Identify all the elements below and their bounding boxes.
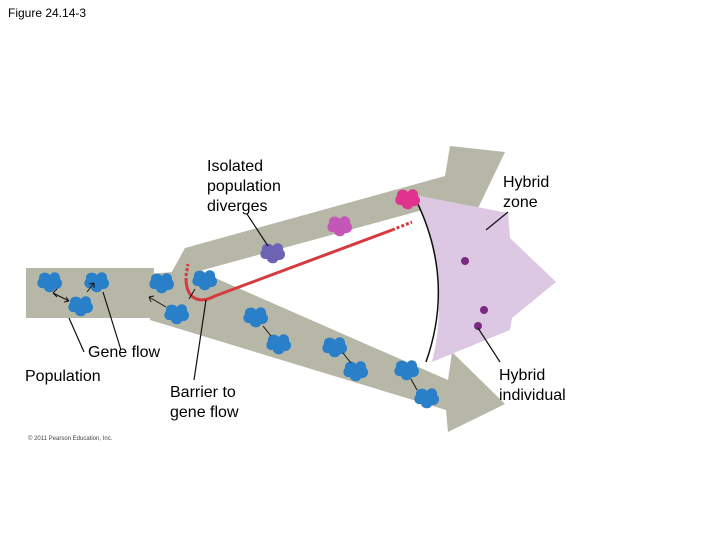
hybrid-zone bbox=[415, 195, 556, 362]
barrier-dashed-end bbox=[392, 222, 412, 230]
population-label: Population bbox=[25, 368, 101, 385]
barrier-label: Barrier to gene flow bbox=[170, 384, 239, 421]
hybrid-individual-label: Hybrid individual bbox=[499, 367, 566, 404]
hybrid-zone-label: Hybrid zone bbox=[503, 174, 550, 211]
copyright-notice: © 2011 Pearson Education, Inc. bbox=[28, 436, 113, 442]
population-callout bbox=[69, 318, 84, 352]
hybrid-dot bbox=[461, 257, 469, 265]
figure-title: Figure 24.14-3 bbox=[8, 6, 87, 20]
gene-flow-label: Gene flow bbox=[88, 344, 161, 361]
barrier-dashed-start bbox=[186, 264, 188, 276]
hybrid-dot bbox=[480, 306, 488, 314]
isolated-organism bbox=[260, 243, 285, 263]
isolated-population-label: Isolated population diverges bbox=[207, 158, 281, 215]
